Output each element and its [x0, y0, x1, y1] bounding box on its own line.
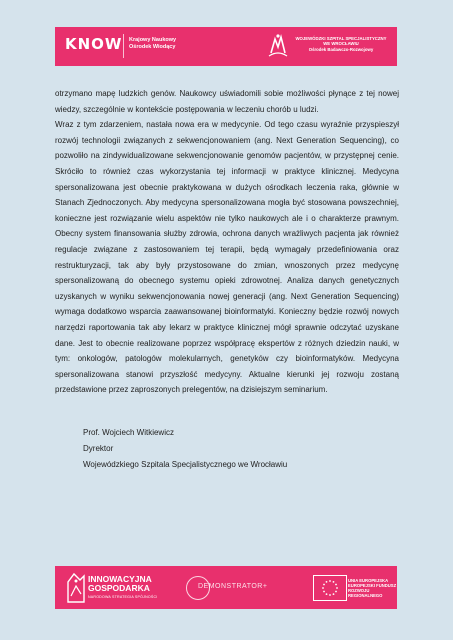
hospital-line2: WE WROCŁAWIU	[323, 41, 359, 47]
eu-line1: UNIA EUROPEJSKA	[348, 578, 389, 583]
eu-flag-icon	[313, 575, 347, 601]
hospital-line3: Ośrodek Badawczo-Rozwojowy	[308, 46, 374, 52]
body-text	[55, 86, 399, 398]
signature-name: Prof. Wojciech Witkiewicz	[83, 428, 174, 437]
org-line2: Ośrodek Wiodący	[129, 44, 176, 50]
eu-line2: EUROPEJSKI FUNDUSZ	[348, 583, 397, 588]
ig-title	[88, 575, 152, 593]
signature-institution: Wojewódzkiego Szpitala Specjalistycznego we Wrocławiu	[83, 459, 288, 469]
footer-banner	[55, 566, 397, 609]
innovative-economy-logo-icon	[65, 570, 87, 604]
org-line1: Krajowy Naukowy	[129, 37, 177, 43]
header-banner	[55, 27, 397, 66]
know-org-name	[129, 37, 176, 51]
ig-line2: GOSPODARKA	[88, 583, 150, 593]
hospital-name	[289, 36, 393, 52]
signature-block	[83, 425, 287, 472]
know-logo: KNOW	[65, 35, 123, 53]
signature-title: Dyrektor	[83, 443, 114, 453]
ig-line1: INNOWACYJNA	[88, 574, 152, 584]
paragraph-2: Wraz z tym zdarzeniem, nastała nowa era w medycynie. Od tego czasu wyraźnie przyspieszył rozwój technologii związanych z sekwencjonowaniem (ang. Next Generation Sequencing), co pozwoliło na zindywidualizowane sekwencjonowanie genomów pacjentów, w przystępnej cenie. Skróciło to również czas wykorzystania tej informacji w praktyce klinicznej. Medycyna spersonalizowana jest obecnie praktykowana w dużych ośrodkach leczenia raka, głównie w Stanach Zjednoczonych. Aby medycyna spersonalizowana mogła być stosowana powszechniej, konieczne jest rozwiązanie wielu aspektów nie tylko naukowych ale i o charakterze prawnym. Obecny system finansowania służby zdrowia, ochrona danych wrażliwych pacjenta jak również regulacje związane z zastosowaniem tej terapii, będą wymagały przedefiniowania oraz restrukturyzacji, tak aby były przystosowane do zmian, wnoszonych przez medycynę spersonalizowaną do obecnego systemu opieki zdrowotnej. Analiza danych genetycznych uzyskanych w wyniku sekwencjonowania nowej generacji (ang. Next Generation Sequencing) wymaga dodatkowo wsparcia zaawansowanej bioinformatyki. Konieczny będzie rozwój nowych narzędzi raportowania tak aby lekarz w praktyce klinicznej mógł sprawnie odczytać uzyskane dane. Jest to obecnie realizowane poprzez współpracę ekspertów z różnych dziedzin nauki, w tym: onkologów, patologów molekularnych, genetyków czy bioinformatyków. Medycyna spersonalizowana stanowi przyszłość medycyny. Aktualne kierunki jej rozwoju zostaną przedstawione przez zaproszonych prelegentów, na dzisiejszym seminarium.	[55, 120, 399, 395]
hospital-line1: WOJEWÓDZKI SZPITAL SPECJALISTYCZNY	[295, 36, 387, 41]
hospital-emblem-icon	[265, 31, 291, 61]
paragraph-1: otrzymano mapę ludzkich genów. Naukowcy uświadomili sobie możliwości płynące z tej nowej wiedzy, szczególnie w kontekście postępowania w leczeniu chorób u ludzi.	[55, 89, 399, 114]
ig-subtitle: NARODOWA STRATEGIA SPÓJNOŚCI	[88, 595, 158, 599]
logo-divider	[123, 34, 124, 58]
eu-line3: ROZWOJU REGIONALNEGO	[348, 588, 383, 598]
eu-text	[348, 578, 397, 598]
demonstrator-text: DEMONSTRATOR+	[198, 583, 268, 590]
